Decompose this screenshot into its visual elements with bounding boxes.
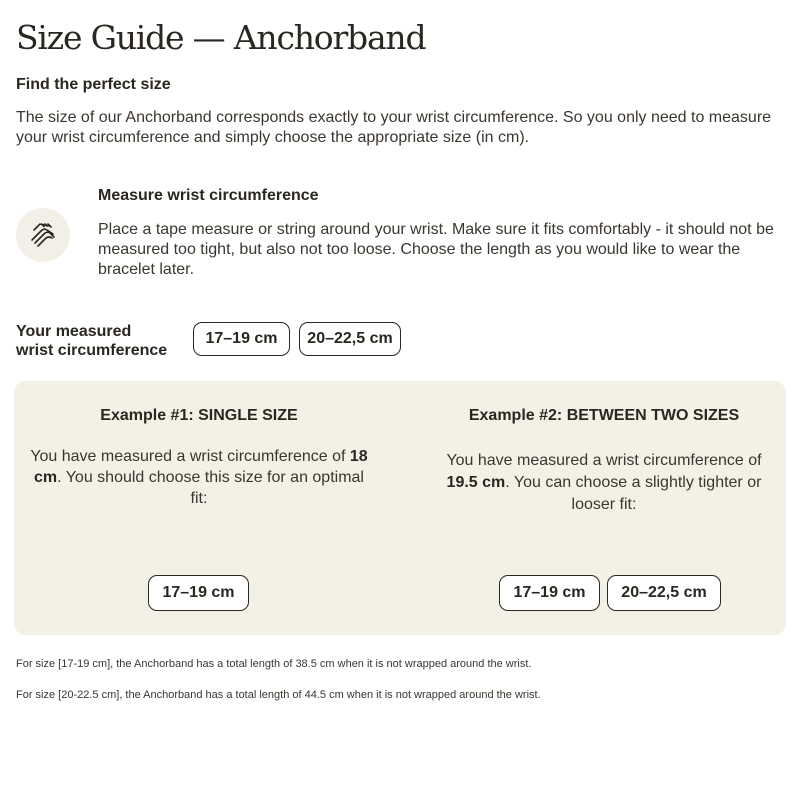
wrist-label-line2: wrist circumference — [16, 342, 168, 359]
example-between-text: You have measured a wrist circumference of 19.5 cm. You can choose a slightly tighter or looser fit: — [446, 452, 762, 513]
example-between-size-button-2[interactable]: 20–22,5 cm — [607, 575, 721, 611]
example-between-title: Example #2: BETWEEN TWO SIZES — [468, 407, 740, 424]
intro-text: The size of our Anchorband corresponds exactly to your wrist circumference. So you only need to measure your wrist circumference and simply choose the appropriate size (in cm). — [16, 109, 772, 146]
example-single-value: 18 cm — [34, 448, 368, 486]
page-title: Size Guide — Anchorband — [16, 18, 426, 57]
measure-text: Place a tape measure or string around your wrist. Make sure it fits comfortably - it should not be measured too tight, but also not too loose. Choose the length as you would like to wear the bracelet later. — [98, 221, 774, 278]
wrist-label-line1: Your measured — [16, 323, 132, 340]
example-single-text: You have measured a wrist circumference of 18 cm. You should choose this size for an optimal fit: — [30, 448, 368, 507]
footnote-large-size: For size [20-22.5 cm], the Anchorband has a total length of 44.5 cm when it is not wrapped around the wrist. — [16, 689, 541, 701]
example-single-size-button[interactable]: 17–19 cm — [148, 575, 249, 611]
find-size-heading: Find the perfect size — [16, 76, 171, 93]
example-single-title: Example #1: SINGLE SIZE — [100, 407, 298, 424]
wrist-circumference-label — [16, 322, 167, 360]
measure-heading: Measure wrist circumference — [98, 187, 319, 204]
tape-measure-icon — [26, 218, 60, 252]
size-option-17-19[interactable]: 17–19 cm — [193, 322, 290, 356]
example-between-sizes — [429, 381, 779, 635]
example-between-size-button-1[interactable]: 17–19 cm — [499, 575, 600, 611]
measure-icon-circle — [16, 208, 70, 262]
footnote-small-size: For size [17-19 cm], the Anchorband has a total length of 38.5 cm when it is not wrapped around the wrist. — [16, 658, 532, 670]
size-option-20-22-5[interactable]: 20–22,5 cm — [299, 322, 401, 356]
example-between-value: 19.5 cm — [446, 474, 506, 491]
